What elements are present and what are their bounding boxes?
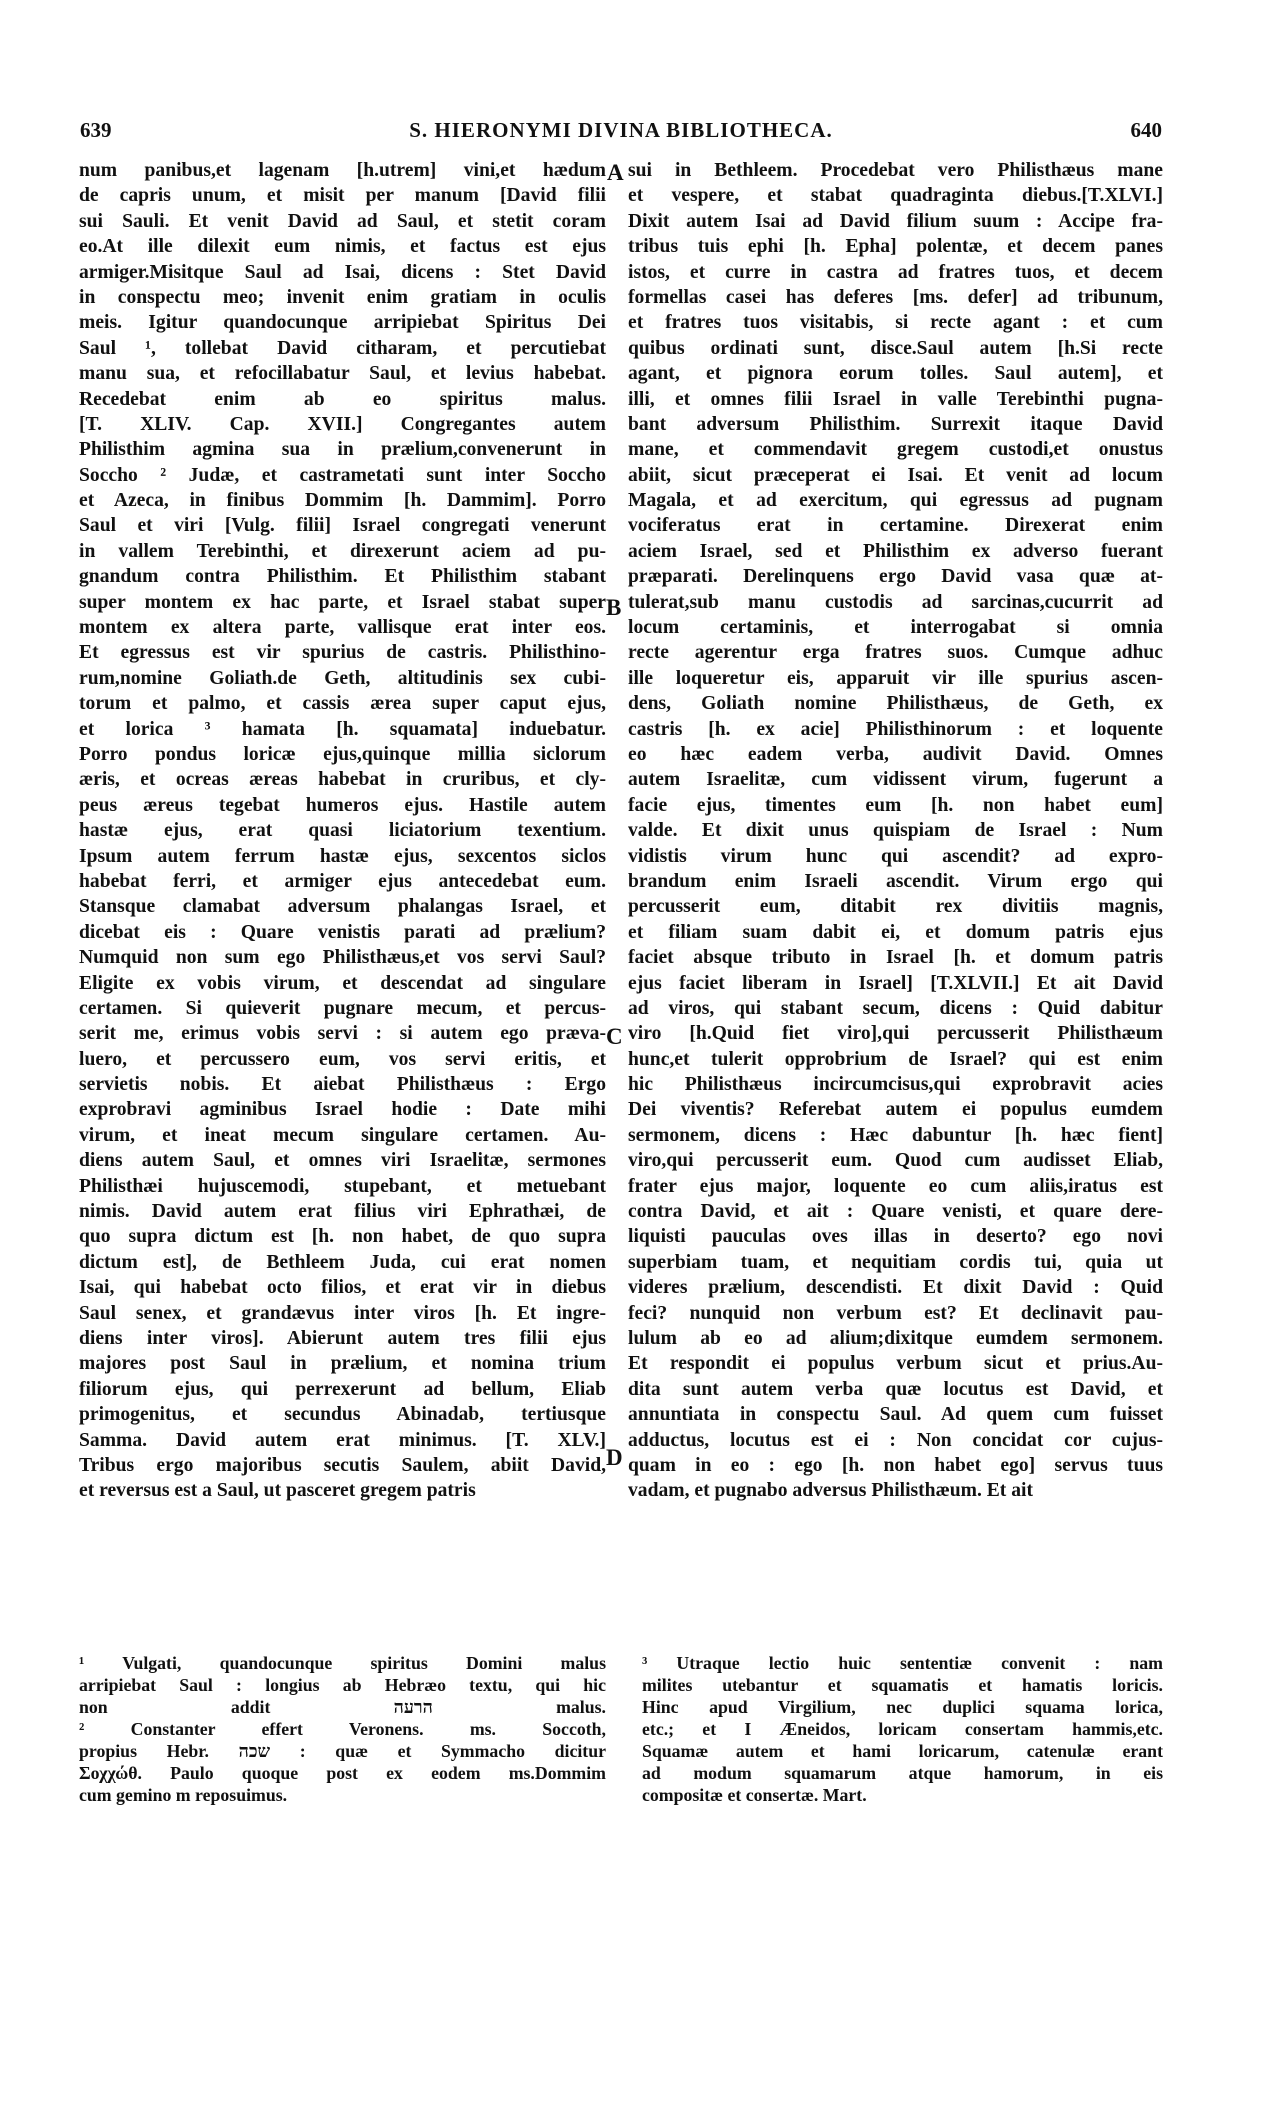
text-line: Samma. David autem erat minimus. [T. XLV.] bbox=[79, 1429, 606, 1451]
text-line: meis. Igitur quandocunque arripiebat Spiritus Dei bbox=[79, 312, 606, 334]
text-line: dita sunt autem verba quæ locutus est David, et bbox=[628, 1378, 1163, 1400]
text-line: et filiam suam dabit ei, et domum patris ejus bbox=[628, 921, 1163, 943]
text-line: diens inter viros]. Abierunt autem tres filii ejus bbox=[79, 1327, 606, 1349]
text-line: Recedebat enim ab eo spiritus malus. bbox=[79, 388, 606, 410]
margin-letter-b: B bbox=[606, 595, 622, 620]
text-line: eo hæc eadem verba, audivit David. Omnes bbox=[628, 743, 1163, 765]
footnote-line: Σοχχώθ. Paulo quoque post ex eodem ms.Dommim bbox=[79, 1763, 606, 1783]
text-line: luero, et percussero eum, vos servi eritis, et bbox=[79, 1048, 606, 1070]
text-line: abiit, sicut præceperat ei Isai. Et venit ad locum bbox=[628, 464, 1163, 486]
text-line: torum et palmo, et cassis ærea super caput ejus, bbox=[79, 693, 606, 715]
text-line: quibus ordinati sunt, disce.Saul autem [h.Si recte bbox=[628, 337, 1163, 359]
text-line: facie ejus, timentes eum [h. non habet eum] bbox=[628, 794, 1163, 816]
text-line: majores post Saul in prælium, et nomina trium bbox=[79, 1353, 606, 1375]
text-line: hunc,et tulerit opprobrium de Israel? qui est enim bbox=[628, 1048, 1163, 1070]
text-line: manu sua, et refocillabatur Saul, et levius habebat. bbox=[79, 363, 606, 385]
text-line: vadam, et pugnabo adversus Philisthæum. Et ait bbox=[628, 1480, 1034, 1502]
text-line: Dixit autem Isai ad David filium suum : Accipe fra- bbox=[628, 210, 1163, 232]
text-line: diens autem Saul, et omnes viri Israelitæ, sermones bbox=[79, 1150, 606, 1172]
text-line: super montem ex hac parte, et Israel stabat super bbox=[79, 591, 606, 613]
text-line: exprobravi agminibus Israel hodie : Date mihi bbox=[79, 1099, 606, 1121]
text-line: Et respondit ei populus verbum sicut et prius.Au- bbox=[628, 1353, 1163, 1375]
text-line: certamen. Si quieverit pugnare mecum, et percus- bbox=[79, 997, 606, 1019]
text-line: ille loqueretur eis, apparuit vir ille spurius ascen- bbox=[628, 667, 1163, 689]
footnote-line: milites utebantur et squamatis et hamatis loricis. bbox=[642, 1675, 1163, 1695]
text-line: primogenitus, et secundus Abinadab, tertiusque bbox=[79, 1404, 606, 1426]
text-line: Saul et viri [Vulg. filii] Israel congregati venerunt bbox=[79, 515, 606, 537]
text-line: Socchо ² Judæ, et castrametati sunt inter Socchо bbox=[79, 464, 606, 486]
text-line: servietis nobis. Et aiebat Philisthæus : Ergo bbox=[79, 1074, 606, 1096]
text-line: eo.At ille dilexit eum nimis, et factus est ejus bbox=[79, 236, 606, 258]
text-line: filiorum ejus, qui perrexerunt ad bellum, Eliab bbox=[79, 1378, 606, 1400]
text-line: autem Israelitæ, cum vidissent virum, fugerunt a bbox=[628, 769, 1163, 791]
text-line: in conspectu meo; invenit enim gratiam in oculis bbox=[79, 286, 606, 308]
text-line: feci? nunquid non verbum est? Et declinavit pau- bbox=[628, 1302, 1163, 1324]
text-line: Porro pondus loricæ ejus,quinque millia siclorum bbox=[79, 743, 606, 765]
text-line: hastæ ejus, erat quasi liciatorium texentium. bbox=[79, 820, 606, 842]
text-line: Philisthim agmina sua in prælium,convenerunt in bbox=[79, 439, 606, 461]
margin-letter-c: C bbox=[606, 1024, 623, 1049]
text-line: tulerat,sub manu custodis ad sarcinas,cucurrit ad bbox=[628, 591, 1163, 613]
text-line: Dei viventis? Referebat autem ei populus eumdem bbox=[628, 1099, 1163, 1121]
text-line: videres prælium, descendisti. Et dixit David : Quid bbox=[628, 1277, 1163, 1299]
text-line: virum, et ineat mecum singulare certamen. Au- bbox=[79, 1124, 606, 1146]
text-line: sui Sauli. Et venit David ad Saul, et stetit coram bbox=[79, 210, 606, 232]
text-line: quo supra dictum est [h. non habet, de quo supra bbox=[79, 1226, 606, 1248]
text-line: viro [h.Quid fiet viro],qui percusserit Philisthæum bbox=[628, 1023, 1163, 1045]
text-line: agant, et pignora eorum tolles. Saul autem], et bbox=[628, 363, 1163, 385]
footnote-line: cum gemino m reposuimus. bbox=[79, 1785, 288, 1805]
text-line: habebat ferri, et armiger ejus antecedebat eum. bbox=[79, 870, 606, 892]
footnote-line: ² Constanter effert Veronens. ms. Soccoth, bbox=[79, 1719, 606, 1739]
text-line: Et egressus est vir spurius de castris. Philisthino- bbox=[79, 642, 606, 664]
text-line: Tribus ergo majoribus secutis Saulem, abiit David, bbox=[79, 1454, 606, 1476]
text-line: locum certaminis, et interrogabat si omnia bbox=[628, 617, 1163, 639]
page-number-right: 640 bbox=[1130, 118, 1162, 142]
text-line: annuntiata in conspectu Saul. Ad quem cum fuisset bbox=[628, 1404, 1163, 1426]
footnotes-left bbox=[79, 1652, 606, 1806]
text-line: castris [h. ex acie] Philisthinorum : et loquente bbox=[628, 718, 1163, 740]
footnote-line: Hinc apud Virgilium, nec duplici squama lorica, bbox=[642, 1697, 1163, 1717]
text-line: Saul ¹, tollebat David citharam, et percutiebat bbox=[79, 337, 606, 359]
text-line: lulum ab eo ad alium;dixitque eumdem sermonem. bbox=[628, 1327, 1163, 1349]
text-line: Eligite ex vobis virum, et descendat ad singulare bbox=[79, 972, 606, 994]
text-line: dicebat eis : Quare venistis parati ad prælium? bbox=[79, 921, 606, 943]
text-line: hic Philisthæus incircumcisus,qui exprobravit acies bbox=[628, 1074, 1163, 1096]
text-line: brandum enim Israeli ascendit. Virum ergo qui bbox=[628, 870, 1163, 892]
text-line: adductus, locutus est ei : Non concidat cor cujus- bbox=[628, 1429, 1163, 1451]
text-line: vociferatus erat in certamine. Direxerat enim bbox=[628, 515, 1163, 537]
text-line: et reversus est a Saul, ut pasceret gregem patris bbox=[79, 1480, 476, 1502]
text-line: frater ejus major, loquente eo cum aliis,iratus est bbox=[628, 1175, 1163, 1197]
text-line: Ipsum autem ferrum hastæ ejus, sexcentos siclos bbox=[79, 845, 606, 867]
text-line: Magala, et ad exercitum, qui egressus ad pugnam bbox=[628, 490, 1163, 512]
running-title: S. HIERONYMI DIVINA BIBLIOTHECA. bbox=[409, 118, 833, 142]
text-line: [T. XLIV. Cap. XVII.] Congregantes autem bbox=[79, 413, 606, 435]
text-line: num panibus,et lagenam [h.utrem] vini,et hædum bbox=[79, 160, 606, 181]
footnote-line: non addit הרעה malus. bbox=[79, 1697, 606, 1717]
footnote-line: ad modum squamarum atque hamorum, in eis bbox=[642, 1763, 1163, 1783]
page-number-left: 639 bbox=[80, 118, 112, 142]
text-line: æris, et ocreas æreas habebat in cruribus, et cly- bbox=[79, 769, 606, 791]
text-line: nimis. David autem erat filius viri Ephrathæi, de bbox=[79, 1201, 606, 1223]
text-line: serit me, erimus vobis servi : si autem ego præva- bbox=[79, 1023, 606, 1045]
left-column bbox=[79, 158, 606, 1504]
footnote-line: etc.; et I Æneidos, loricam consertam hammis,etc. bbox=[642, 1719, 1163, 1739]
margin-letter-a: A bbox=[607, 160, 624, 185]
page-header bbox=[80, 118, 1162, 150]
text-line: et lorica ³ hamata [h. squamata] induebatur. bbox=[79, 718, 606, 740]
footnote-line: ¹ Vulgati, quandocunque spiritus Domini malus bbox=[79, 1653, 606, 1673]
text-line: percusserit eum, ditabit rex divitiis magnis, bbox=[628, 896, 1163, 918]
text-line: tribus tuis ephi [h. Epha] polentæ, et decem panes bbox=[628, 236, 1163, 258]
text-line: recte agerentur erga fratres suos. Cumque adhuc bbox=[628, 642, 1163, 664]
text-line: peus æreus tegebat humeros ejus. Hastile autem bbox=[79, 794, 606, 816]
text-line: ejus faciet liberam in Israel] [T.XLVII.] Et ait David bbox=[628, 972, 1163, 994]
text-line: dictum est], de Bethleem Juda, cui erat nomen bbox=[79, 1251, 606, 1273]
text-line: quam in eo : ego [h. non habet ego] servus tuus bbox=[628, 1454, 1163, 1476]
text-line: liquisti pauculas oves illas in deserto? ego novi bbox=[628, 1226, 1163, 1248]
footnote-line: compositæ et consertæ. Mart. bbox=[642, 1785, 867, 1805]
text-line: illi, et omnes filii Israel in valle Terebinthi pugna- bbox=[628, 388, 1163, 410]
text-line: gnandum contra Philisthim. Et Philisthim stabant bbox=[79, 566, 606, 588]
footnote-line: propius Hebr. שכה : quæ et Symmacho dicitur bbox=[79, 1741, 606, 1761]
text-line: contra David, et ait : Quare venisti, et quare dere- bbox=[628, 1201, 1163, 1223]
footnote-line: arripiebat Saul : longius ab Hebræo textu, qui hic bbox=[79, 1675, 606, 1695]
text-line: in vallem Terebinthi, et direxerunt aciem ad pu- bbox=[79, 540, 606, 562]
footnotes-right bbox=[642, 1652, 1163, 1806]
text-line: montem ex altera parte, vallisque erat inter eos. bbox=[79, 617, 606, 639]
text-line: et fratres tuos visitabis, si recte agant : et cum bbox=[628, 312, 1163, 334]
text-line: valde. Et dixit unus quispiam de Israel : Num bbox=[628, 820, 1163, 842]
footnote-line: ³ Utraque lectio huic sententiæ convenit : nam bbox=[642, 1653, 1163, 1673]
right-column bbox=[628, 158, 1163, 1504]
text-line: Numquid non sum ego Philisthæus,et vos servi Saul? bbox=[79, 947, 606, 969]
text-line: et Azeca, in finibus Dommim [h. Dammim]. Porro bbox=[79, 490, 606, 512]
text-line: Philisthæi hujuscemodi, stupebant, et metuebant bbox=[79, 1175, 606, 1197]
text-line: bant adversum Philisthim. Surrexit itaque David bbox=[628, 413, 1163, 435]
text-line: superbiam tuam, et nequitiam cordis tui, quia ut bbox=[628, 1251, 1163, 1273]
text-line: de capris unum, et misit per manum [David filii bbox=[79, 185, 606, 207]
text-line: formellas casei has deferes [ms. defer] ad tribunum, bbox=[628, 286, 1163, 308]
text-line: dens, Goliath nomine Philisthæus, de Geth, ex bbox=[628, 693, 1163, 715]
text-line: Saul senex, et grandævus inter viros [h. Et ingre- bbox=[79, 1302, 606, 1324]
text-line: mane, et commendavit gregem custodi,et onustus bbox=[628, 439, 1163, 461]
margin-letter-d: D bbox=[606, 1445, 623, 1470]
text-line: aciem Israel, sed et Philisthim ex adverso fuerant bbox=[628, 540, 1163, 562]
text-line: et vespere, et stabat quadraginta diebus.[T.XLVI.] bbox=[628, 185, 1163, 207]
text-line: istos, et curre in castra ad fratres tuos, et decem bbox=[628, 261, 1163, 283]
footnote-line: Squamæ autem et hami loricarum, catenulæ erant bbox=[642, 1741, 1163, 1761]
text-line: armiger.Misitque Saul ad Isai, dicens : Stet David bbox=[79, 261, 606, 283]
text-line: sermonem, dicens : Hæc dabuntur [h. hæc fient] bbox=[628, 1124, 1163, 1146]
text-line: Isai, qui habebat octo filios, et erat vir in diebus bbox=[79, 1277, 606, 1299]
text-line: præparati. Derelinquens ergo David vasa quæ at- bbox=[628, 566, 1163, 588]
text-line: vidistis virum hunc qui ascendit? ad expro- bbox=[628, 845, 1163, 867]
text-line: Stansque clamabat adversum phalangas Israel, et bbox=[79, 896, 606, 918]
text-line: faciet absque tributo in Israel [h. et domum patris bbox=[628, 947, 1163, 969]
text-line: rum,nomine Goliath.de Geth, altitudinis sex cubi- bbox=[79, 667, 606, 689]
text-line: ad viros, qui stabant secum, dicens : Quid dabitur bbox=[628, 997, 1163, 1019]
text-line: sui in Bethleem. Procedebat vero Philisthæus mane bbox=[628, 160, 1163, 181]
text-line: viro,qui percusserit eum. Quod cum audisset Eliab, bbox=[628, 1150, 1163, 1172]
